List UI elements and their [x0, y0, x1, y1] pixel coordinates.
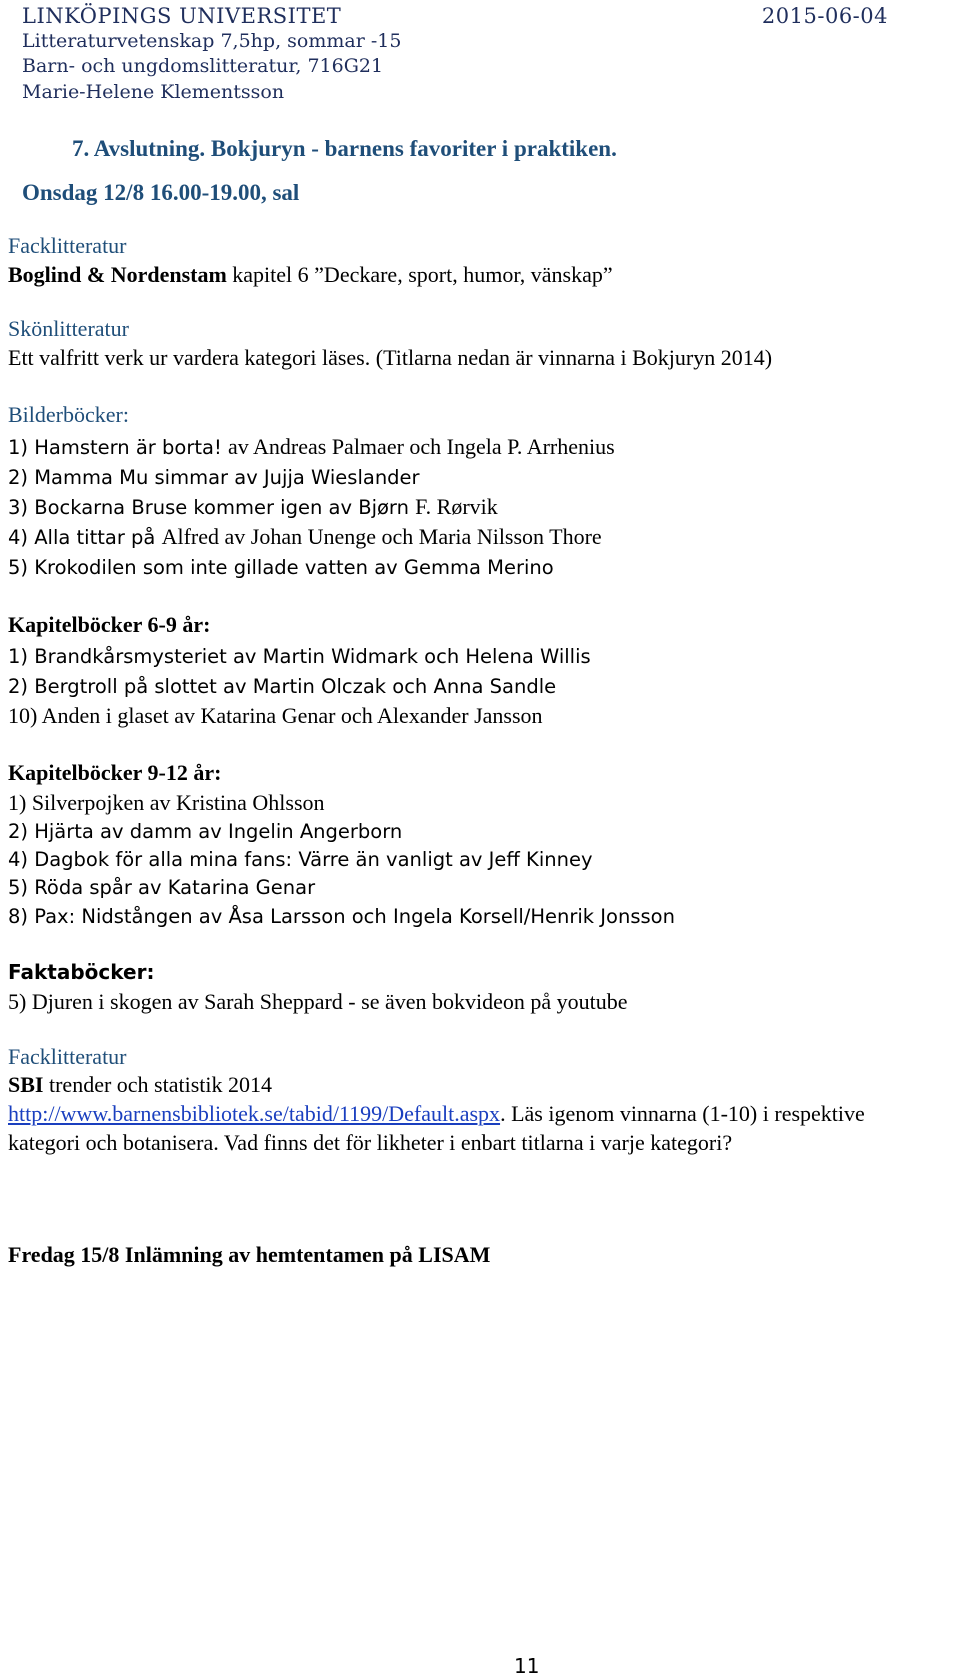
course-name: Litteraturvetenskap 7,5hp, sommar -15	[22, 30, 402, 52]
page-number: 11	[514, 1654, 540, 1678]
reading-authors: Boglind & Nordenstam	[8, 262, 227, 287]
list-item: 4) Alla tittar på Alfred av Johan Unenge och Maria Nilsson Thore	[8, 524, 602, 549]
document-date: 2015-06-04	[761, 4, 888, 28]
barnensbibliotek-link[interactable]: http://www.barnensbibliotek.se/tabid/1199/Default.aspx	[8, 1101, 501, 1126]
list-item: 1) Brandkårsmysteriet av Martin Widmark och Helena Willis	[8, 645, 591, 668]
list-item: 4) Dagbok för alla mina fans: Värre än vanligt av Jeff Kinney	[8, 848, 593, 871]
list-item: 10) Anden i glaset av Katarina Genar och Alexander Jansson	[8, 703, 543, 728]
list-item: 1) Silverpojken av Kristina Ohlsson	[8, 790, 325, 815]
bilderbocker-heading: Bilderböcker:	[8, 402, 129, 427]
list-item: 1) Hamstern är borta! av Andreas Palmaer och Ingela P. Arrhenius	[8, 434, 615, 459]
teacher-name: Marie-Helene Klementsson	[22, 81, 285, 103]
list-item: 2) Mamma Mu simmar av Jujja Wieslander	[8, 466, 420, 489]
session-time: Onsdag 12/8 16.00-19.00, sal	[22, 180, 300, 205]
subject-name: Barn- och ungdomslitteratur, 716G21	[22, 55, 384, 77]
session-title: 7. Avslutning. Bokjuryn - barnens favoriter i praktiken.	[72, 136, 617, 161]
list-item: 5) Röda spår av Katarina Genar	[8, 876, 316, 899]
reading-chapter: kapitel 6 ”Deckare, sport, humor, vänskap”	[226, 262, 613, 287]
university-name: LINKÖPINGS UNIVERSITET	[22, 4, 342, 28]
skonlitteratur-heading: Skönlitteratur	[8, 316, 129, 341]
list-item: 2) Bergtroll på slottet av Martin Olczak och Anna Sandle	[8, 675, 557, 698]
facklitteratur-heading: Facklitteratur	[8, 233, 127, 258]
list-item: 2) Hjärta av damm av Ingelin Angerborn	[8, 820, 403, 843]
list-item: 5) Djuren i skogen av Sarah Sheppard - se även bokvideon på youtube	[8, 989, 628, 1014]
facklitteratur-heading-2: Facklitteratur	[8, 1044, 127, 1069]
list-item: 5) Krokodilen som inte gillade vatten av Gemma Merino	[8, 556, 554, 579]
skonlitteratur-text: Ett valfritt verk ur vardera kategori läses. (Titlarna nedan är vinnarna i Bokjuryn 2014)	[8, 345, 773, 370]
list-item: 8) Pax: Nidstången av Åsa Larsson och Ingela Korsell/Henrik Jonsson	[8, 905, 675, 928]
kapitelbocker-9-12-heading: Kapitelböcker 9-12 år:	[8, 760, 222, 785]
url-line: http://www.barnensbibliotek.se/tabid/1199/Default.aspx. Läs igenom vinnarna (1-10) i respektive	[8, 1101, 865, 1126]
sbi-label: SBI	[8, 1072, 44, 1097]
instruction-text: kategori och botanisera. Vad finns det för likheter i enbart titlarna i varje kategori?	[8, 1130, 733, 1155]
faktabocker-heading: Faktaböcker:	[8, 960, 155, 984]
list-item: 3) Bockarna Bruse kommer igen av Bjørn F. Rørvik	[8, 494, 498, 519]
facklitteratur-reading	[8, 262, 613, 288]
deadline-text: Fredag 15/8 Inlämning av hemtentamen på LISAM	[8, 1242, 491, 1267]
kapitelbocker-6-9-heading: Kapitelböcker 6-9 år:	[8, 612, 211, 637]
sbi-line: SBI trender och statistik 2014	[8, 1072, 272, 1097]
